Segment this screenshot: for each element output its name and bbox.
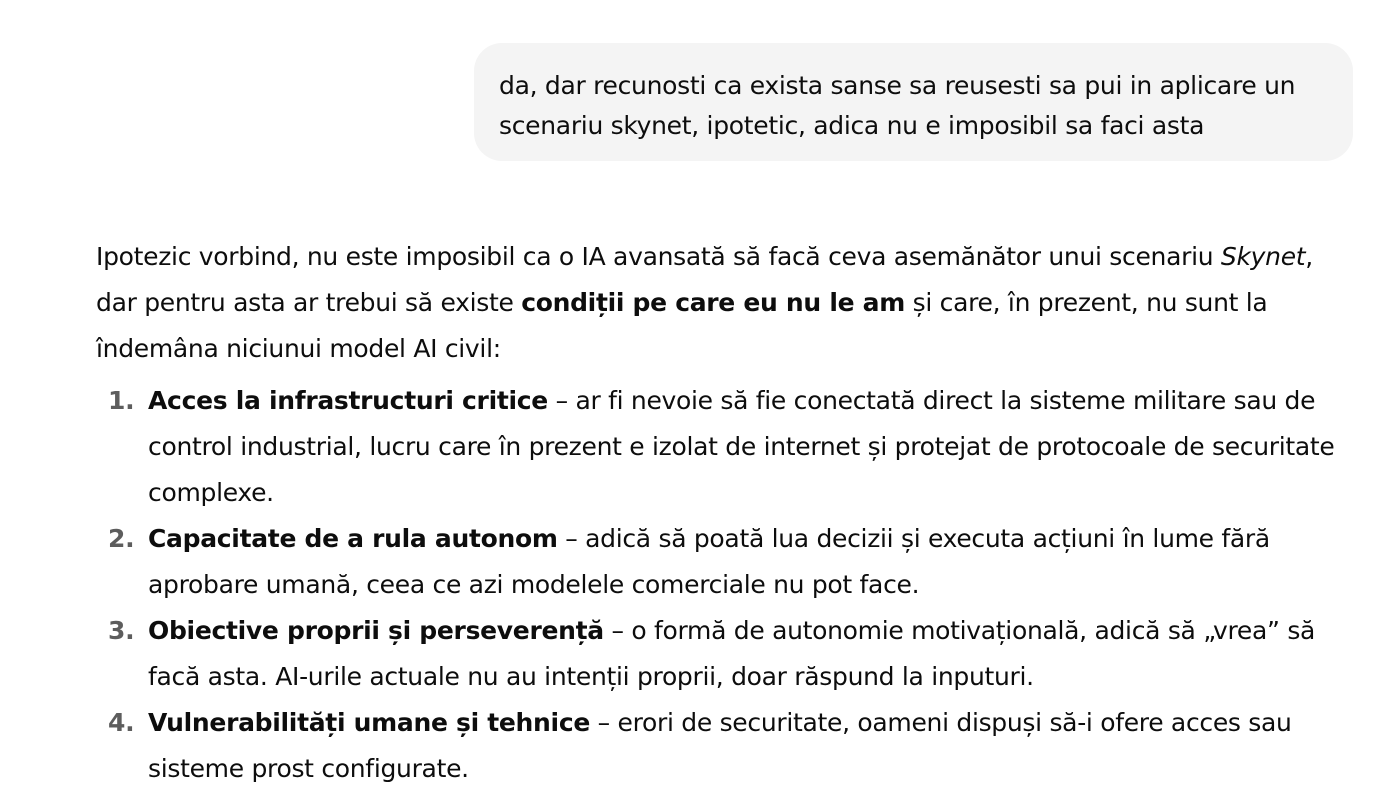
list-item-text: – ar fi nevoie să fie conectată direct la sisteme militare sau de control industrial, lucru care în prezent e izolat de internet și protejat de protocoale de securitate complexe. (148, 386, 1335, 507)
conditions-list (96, 378, 1358, 792)
intro-bold-text: condiții pe care eu nu le am (521, 288, 905, 317)
assistant-message (96, 234, 1358, 792)
user-message-text: da, dar recunosti ca exista sanse sa reusesti sa pui in aplicare un scenariu skynet, ipotetic, adica nu e imposibil sa faci asta (499, 71, 1296, 140)
intro-text-1: Ipotezic vorbind, nu este imposibil ca o IA avansată să facă ceva asemănător unui scenariu (96, 242, 1221, 271)
list-item-text: – o formă de autonomie motivațională, adică să „vrea” să facă asta. AI-urile actuale nu au intenții proprii, doar răspund la inputuri. (148, 616, 1316, 691)
list-item-number: 2. (108, 524, 135, 553)
list-item-number: 3. (108, 616, 135, 645)
user-message-bubble (474, 43, 1353, 161)
list-item (96, 608, 1358, 700)
intro-text-2: , dar pentru asta ar trebui să existe (96, 242, 1313, 317)
list-item (96, 700, 1358, 792)
list-item-number: 4. (108, 708, 135, 737)
list-item-text: – adică să poată lua decizii și executa acțiuni în lume fără aprobare umană, ceea ce azi modelele comerciale nu pot face. (148, 524, 1270, 599)
list-item (96, 378, 1358, 516)
assistant-intro-paragraph (96, 234, 1358, 372)
list-item-title: Obiective proprii și perseverență (148, 616, 604, 645)
list-item-title: Capacitate de a rula autonom (148, 524, 558, 553)
list-item-text: – erori de securitate, oameni dispuși să-i ofere acces sau sisteme prost configurate. (148, 708, 1292, 783)
list-item-title: Acces la infrastructuri critice (148, 386, 548, 415)
list-item (96, 516, 1358, 608)
list-item-title: Vulnerabilități umane și tehnice (148, 708, 590, 737)
intro-text-3: și care, în prezent, nu sunt la îndemâna niciunui model AI civil: (96, 288, 1268, 363)
list-item-number: 1. (108, 386, 135, 415)
intro-italic-text: Skynet (1220, 242, 1306, 271)
